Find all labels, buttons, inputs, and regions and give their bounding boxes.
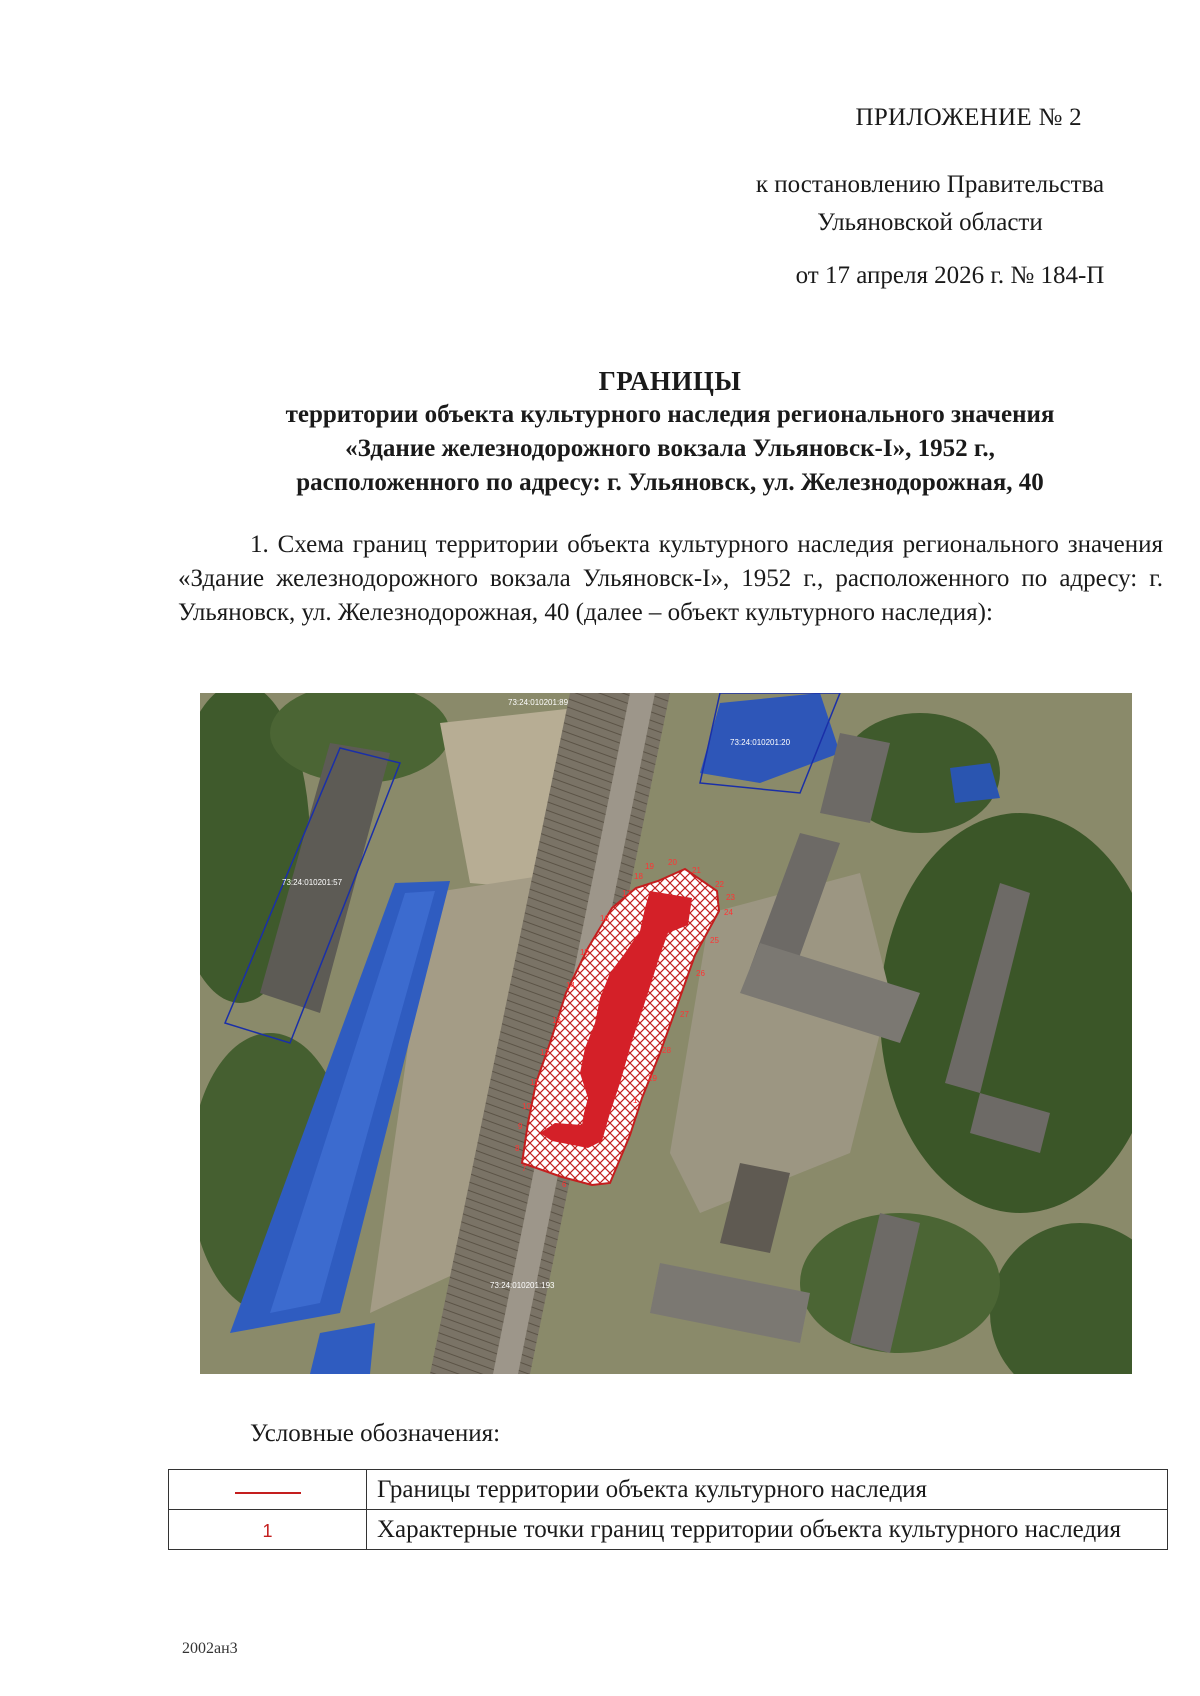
point-13: 13 [552,1016,561,1025]
point-27: 27 [680,1010,689,1019]
point-number-symbol: 1 [262,1521,273,1541]
point-9: 9 [518,1122,523,1131]
legend-row [169,1510,1168,1550]
point-18: 18 [634,872,643,881]
decree-reference-line1: к постановлению Правительства [755,171,1105,198]
boundary-map [200,693,1132,1374]
point-29: 29 [648,1074,657,1083]
point-24: 24 [724,908,733,917]
point-26: 26 [696,969,705,978]
title-line3: «Здание железнодорожного вокзала Ульяновск-I», 1952 г., [345,435,995,462]
point-17: 17 [622,889,631,898]
scheme-paragraph: 1. Схема границ территории объекта культурного наследия регионального значения «Здание железнодорожного вокзала Ульяновск-I», 1952 г., расположенного по адресу: г. Ульяновск, ул. Железнодорожная, 40 (далее – объект культурного наследия): [178,531,1163,626]
aerial-map-svg [200,693,1132,1374]
point-12: 12 [540,1048,549,1057]
point-11: 11 [530,1078,539,1087]
decree-reference-line2: Ульяновской области [817,209,1043,236]
legend-row [169,1470,1168,1510]
point-8: 8 [515,1144,520,1153]
legend-description: Границы территории объекта культурного наследия [367,1470,1168,1510]
point-14: 14 [566,981,575,990]
parcel-label-193: 73:24:010201:193 [490,1281,555,1290]
point-22: 22 [715,880,724,889]
legend-symbol-cell [169,1470,367,1510]
point-20: 20 [668,858,677,867]
boundary-line-symbol [235,1492,301,1494]
title-line1: ГРАНИЦЫ [598,366,742,396]
legend-description: Характерные точки границ территории объекта культурного наследия [367,1510,1168,1550]
point-7: 7 [522,1164,527,1173]
title-line2: территории объекта культурного наследия регионального значения [285,401,1055,428]
point-28: 28 [662,1046,671,1055]
document-title [130,364,1200,500]
decree-reference [700,166,1160,242]
point-15: 15 [580,948,589,957]
point-23: 23 [726,893,735,902]
legend-table [168,1469,1168,1550]
title-line4: расположенного по адресу: г. Ульяновск, ул. Железнодорожная, 40 [296,469,1044,496]
footer-code: 2002ан3 [182,1640,238,1657]
decree-date: от 17 апреля 2026 г. № 184-П [795,262,1105,289]
point-21: 21 [692,866,701,875]
parcel-label-89: 73:24:010201:89 [508,698,569,707]
point-19: 19 [645,862,654,871]
parcel-label-20: 73:24:010201:20 [730,738,791,747]
point-10: 10 [522,1102,531,1111]
point-25: 25 [710,936,719,945]
parcel-label-57: 73:24:010201:57 [282,878,343,887]
point-16: 16 [600,914,609,923]
appendix-number: ПРИЛОЖЕНИЕ № 2 [855,104,1082,131]
point-1: 1 [633,1096,638,1105]
legend-title: Условные обозначения: [250,1420,501,1447]
point-6: 6 [562,1180,567,1189]
legend-symbol-cell [169,1510,367,1550]
